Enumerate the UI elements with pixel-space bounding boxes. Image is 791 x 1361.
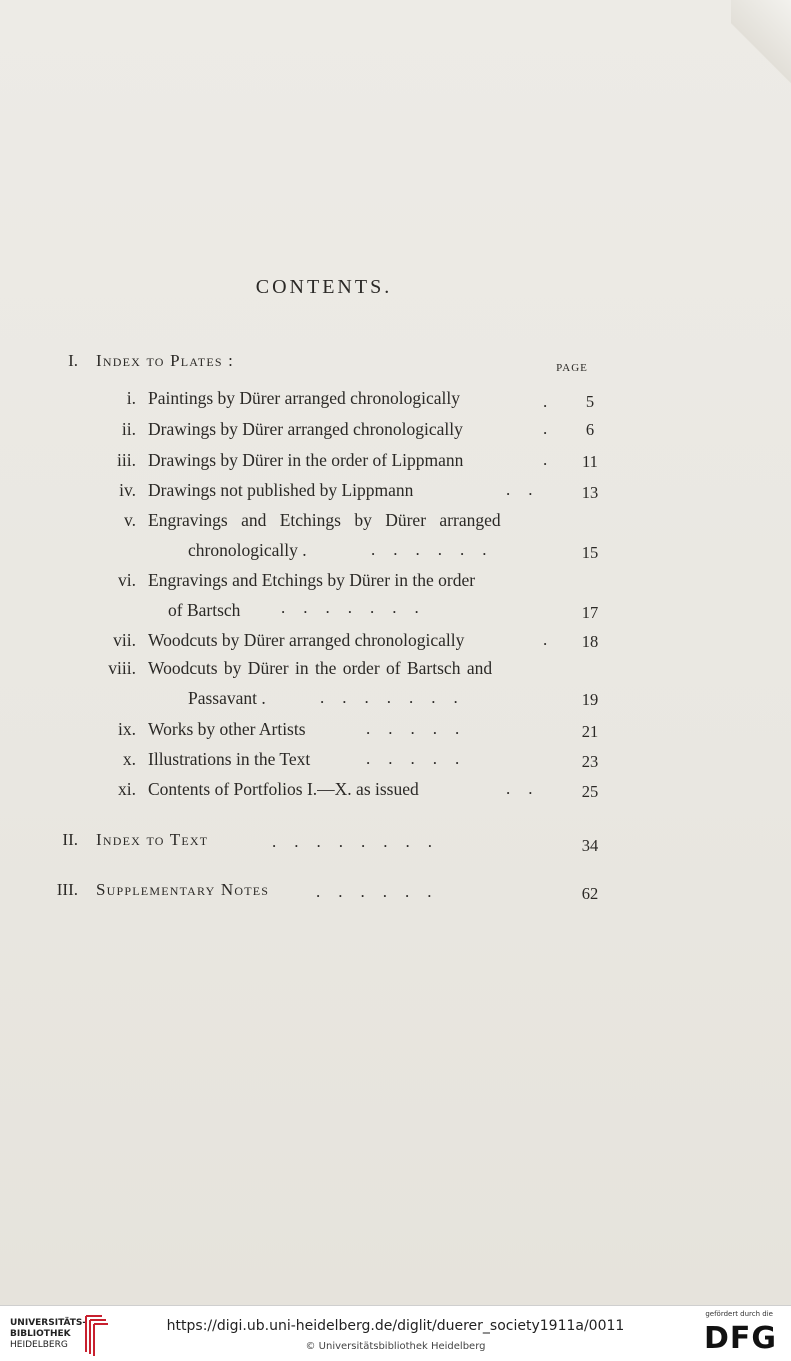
entry-numeral: vii. [113,630,136,650]
document-url-link[interactable]: https://digi.ub.uni-heidelberg.de/diglit/duerer_society1911a/0011 [166,1318,625,1334]
section-title: Supplementary Notes [96,880,270,899]
entry-page: 15 [581,543,599,562]
page-column-label: PAGE [556,362,588,374]
viewer-footer [0,1305,791,1361]
entry-text: Contents of Portfolios I.—X. as issued [148,779,419,799]
copyright-text: © Universitätsbibliothek Heidelberg [305,1341,486,1352]
entry-numeral: xi. [118,779,136,799]
entry-numeral: vi. [118,570,136,590]
entry-text: Works by other Artists [148,719,306,739]
leader-dots: . [543,450,566,469]
entry-page: 11 [582,452,598,471]
section-numeral: I. [68,351,78,370]
entry-text-continued: chronologically . [188,540,307,560]
section-numeral: II. [62,830,78,849]
entry-numeral: ii. [121,419,136,439]
section-page: 62 [581,884,599,903]
section-numeral: III. [56,880,78,899]
entry-page: 25 [581,782,599,801]
entry-numeral: x. [122,749,136,769]
leader-dots: ....... [281,598,437,617]
entry-numeral: i. [126,388,136,408]
leader-dots: . [543,630,566,649]
leader-dots: ..... [366,749,478,768]
entry-page: 18 [581,632,599,651]
entry-page: 21 [581,722,599,741]
leader-dots: . [543,392,566,411]
entry-numeral: ix. [118,719,136,739]
leader-dots: ..... [366,719,478,738]
entry-numeral: iii. [117,450,136,470]
entry-text: Drawings not published by Lippmann [148,480,414,500]
section-index-to-plates [40,351,540,375]
entry-text-continued: of Bartsch [168,600,241,620]
entry-page: 5 [585,392,595,411]
library-name-line2: BIBLIOTHEK [10,1329,71,1339]
entry-numeral: iv. [119,480,136,500]
leader-dots: .. [506,779,551,798]
entry-text: Drawings by Dürer arranged chronologically [148,419,463,439]
leader-dots: ...... [316,882,450,901]
leader-dots: ....... [320,688,476,707]
section-title: Index to Plates : [96,351,235,370]
entry-text: Engravings and Etchings by Dürer in the order [148,570,476,590]
entry-page: 23 [581,752,599,771]
entry-text: Illustrations in the Text [148,749,311,769]
entry-numeral: viii. [108,658,136,678]
page-title: CONTENTS. [255,276,393,298]
entry-page: 6 [585,420,595,439]
entry-text-continued: Passavant . [188,688,266,708]
leader-dots: ...... [371,540,505,559]
entry-page: 13 [581,483,599,502]
entry-text: Woodcuts by Dürer arranged chronologically [148,630,465,650]
section-page: 34 [581,836,599,855]
funding-note: gefördert durch die [705,1310,773,1318]
library-name-line3: HEIDELBERG [10,1340,68,1350]
entry-numeral: v. [124,510,136,530]
library-name-line1: UNIVERSITÄTS- [10,1318,87,1328]
leader-dots: ........ [272,832,450,851]
leader-dots: . [543,419,566,438]
entry-text: Woodcuts by Dürer in the order of Bartsch and [148,658,493,678]
section-supplementary-notes [40,880,540,904]
entry-text: Drawings by Dürer in the order of Lippmann [148,450,464,470]
leader-dots: .. [506,480,551,499]
entry-text: Engravings and Etchings by Dürer arranged [148,510,501,530]
dfg-logo: DFG [703,1321,777,1356]
entry-text: Paintings by Dürer arranged chronologically [148,388,460,408]
entry-page: 19 [581,690,599,709]
section-title: Index to Text [96,830,209,849]
entry-page: 17 [581,603,599,622]
page-corner [731,0,791,90]
